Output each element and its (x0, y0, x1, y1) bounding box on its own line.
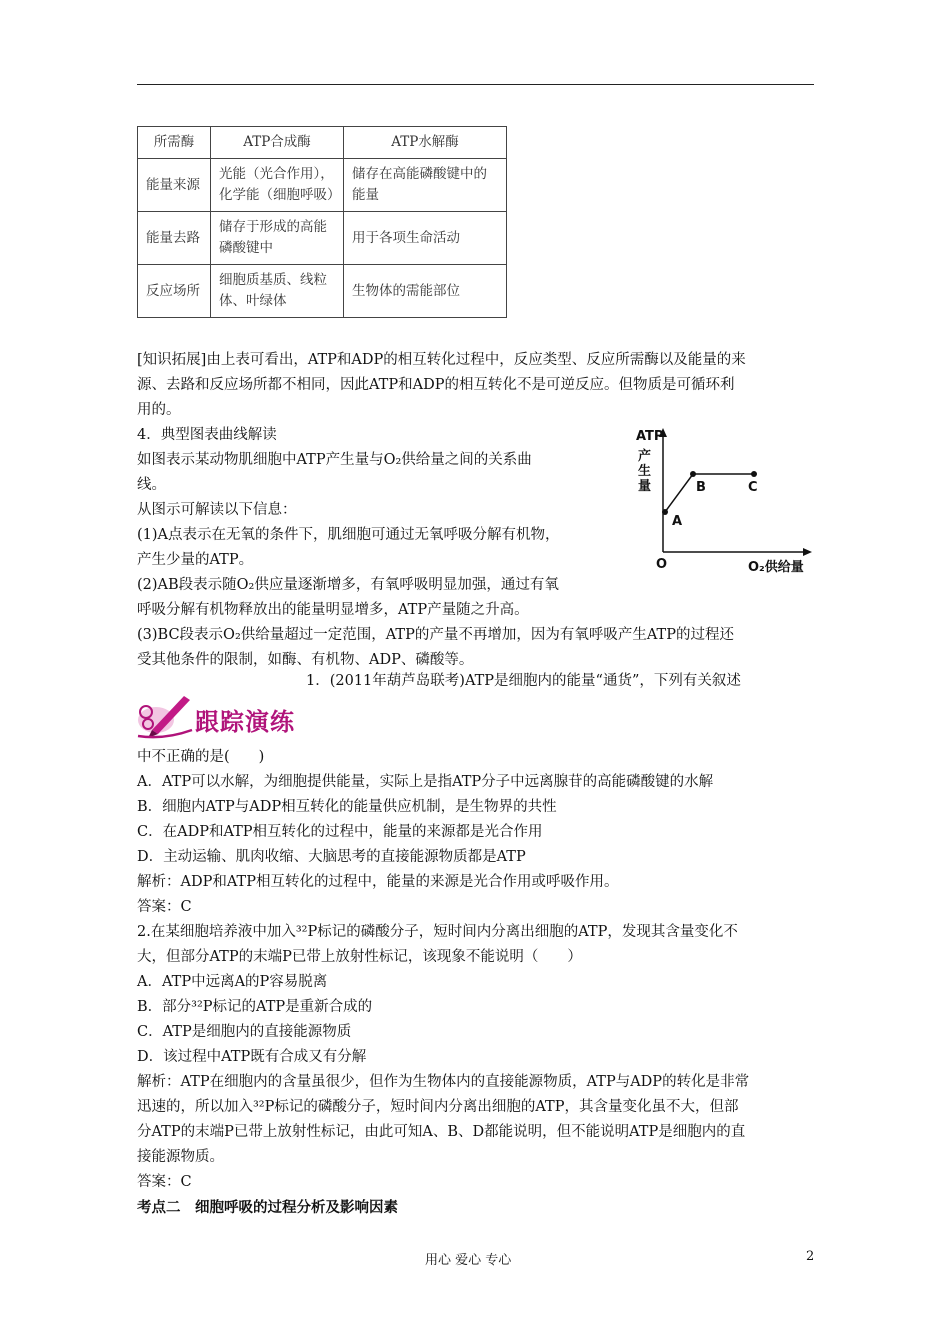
header-rule (137, 84, 814, 85)
table-row (138, 212, 507, 265)
paragraph-line: 产生少量的ATP。 (137, 552, 254, 568)
table-cell: 能量来源 (138, 159, 211, 212)
origin-label: O (656, 557, 668, 572)
pen-scroll-icon (134, 690, 196, 742)
paragraph-line: 用的。 (137, 402, 181, 418)
option-line: A．ATP中远离A的P容易脱离 (137, 974, 328, 990)
option-line: D．该过程中ATP既有合成又有分解 (137, 1049, 367, 1065)
y-axis-label-char: 生 (638, 464, 652, 479)
footer-slogan: 用心 爱心 专心 (425, 1253, 512, 1268)
data-point (662, 509, 668, 515)
paragraph-line: 如图表示某动物肌细胞中ATP产生量与O₂供给量之间的关系曲 (137, 452, 532, 468)
table-cell: 用于各项生命活动 (344, 212, 507, 265)
table-header-cell: ATP水解酶 (344, 127, 507, 159)
y-axis-label-head: ATP (636, 429, 664, 444)
explanation-line: 解析：ADP和ATP相互转化的过程中，能量的来源是光合作用或呼吸作用。 (137, 874, 619, 890)
question-line: 中不正确的是( ) (137, 749, 265, 765)
section-heading: 考点二 细胞呼吸的过程分析及影响因素 (137, 1199, 398, 1216)
y-axis-label (636, 429, 663, 494)
page-number: 2 (806, 1249, 815, 1264)
question-line: 1．(2011年葫芦岛联考)ATP是细胞内的能量“通货”，下列有关叙述 (306, 673, 741, 689)
table-cell: 细胞质基质、线粒体、叶绿体 (211, 265, 344, 318)
enzyme-comparison-table (137, 126, 507, 318)
point-label-c: C (748, 480, 758, 495)
y-axis-label-char: 产 (638, 449, 652, 464)
paragraph-line: (2)AB段表示随O₂供应量逐渐增多，有氧呼吸明显加强，通过有氧 (137, 577, 559, 593)
explanation-line: 迅速的，所以加入³²P标记的磷酸分子，短时间内分离出细胞的ATP，其含量变化虽不大，但部 (137, 1099, 739, 1115)
table-header-row (138, 127, 507, 159)
option-line: D．主动运输、肌肉收缩、大脑思考的直接能源物质都是ATP (137, 849, 526, 865)
table-row (138, 159, 507, 212)
table-row (138, 265, 507, 318)
point-label-a: A (672, 514, 683, 529)
paragraph-line: 从图示可解读以下信息： (137, 502, 297, 518)
x-axis-arrow (803, 548, 812, 556)
paragraph-line: [知识拓展]由上表可看出，ATP和ADP的相互转化过程中，反应类型、反应所需酶以及能量的来 (137, 352, 746, 368)
explanation-line: 分ATP的末端P已带上放射性标记，由此可知A、B、D都能说明，但不能说明ATP是细胞内的直 (137, 1124, 746, 1140)
point-label-b: B (696, 480, 706, 495)
section-banner-title: 跟踪演练 (195, 708, 295, 736)
table-header-cell: ATP合成酶 (211, 127, 344, 159)
paragraph-line: 受其他条件的限制，如酶、有机物、ADP、磷酸等。 (137, 652, 474, 668)
paragraph-line: 线。 (137, 477, 166, 493)
table-cell: 储存于形成的高能磷酸键中 (211, 212, 344, 265)
answer-line: 答案：C (137, 899, 192, 915)
explanation-line: 解析：ATP在细胞内的含量虽很少，但作为生物体内的直接能源物质，ATP与ADP的转化是非常 (137, 1074, 750, 1090)
x-axis-label: O₂供给量 (748, 560, 804, 574)
option-line: A．ATP可以水解，为细胞提供能量，实际上是指ATP分子中远离腺苷的高能磷酸键的水解 (137, 774, 714, 790)
answer-line: 答案：C (137, 1174, 192, 1190)
paragraph-line: 呼吸分解有机物释放出的能量明显增多，ATP产量随之升高。 (137, 602, 529, 618)
paragraph-line: (1)A点表示在无氧的条件下，肌细胞可通过无氧呼吸分解有机物， (137, 527, 560, 543)
table-cell: 反应场所 (138, 265, 211, 318)
paragraph-line: (3)BC段表示O₂供给量超过一定范围，ATP的产量不再增加，因为有氧呼吸产生ATP的过程还 (137, 627, 734, 643)
option-line: B．细胞内ATP与ADP相互转化的能量供应机制，是生物界的共性 (137, 799, 557, 815)
question-line: 2.在某细胞培养液中加入³²P标记的磷酸分子，短时间内分离出细胞的ATP，发现其含量变化不 (137, 924, 738, 940)
data-point (690, 471, 696, 477)
question-line: 大，但部分ATP的末端P已带上放射性标记，该现象不能说明（ ） (137, 949, 582, 965)
table-cell: 光能（光合作用），化学能（细胞呼吸） (211, 159, 344, 212)
option-line: C．在ADP和ATP相互转化的过程中，能量的来源都是光合作用 (137, 824, 543, 840)
paragraph-line: 源、去路和反应场所都不相同，因此ATP和ADP的相互转化不是可逆反应。但物质是可循环利 (137, 377, 735, 393)
table-cell: 生物体的需能部位 (344, 265, 507, 318)
explanation-line: 接能源物质。 (137, 1149, 224, 1165)
table-header-cell: 所需酶 (138, 127, 211, 159)
section-heading: 4．典型图表曲线解读 (137, 427, 277, 443)
option-line: B．部分³²P标记的ATP是重新合成的 (137, 999, 373, 1015)
option-line: C．ATP是细胞内的直接能源物质 (137, 1024, 352, 1040)
atp-curve (665, 474, 754, 512)
atp-o2-line-chart (630, 424, 815, 574)
table-cell: 储存在高能磷酸键中的能量 (344, 159, 507, 212)
table-cell: 能量去路 (138, 212, 211, 265)
y-axis-label-char: 量 (638, 479, 652, 494)
data-point (751, 471, 757, 477)
